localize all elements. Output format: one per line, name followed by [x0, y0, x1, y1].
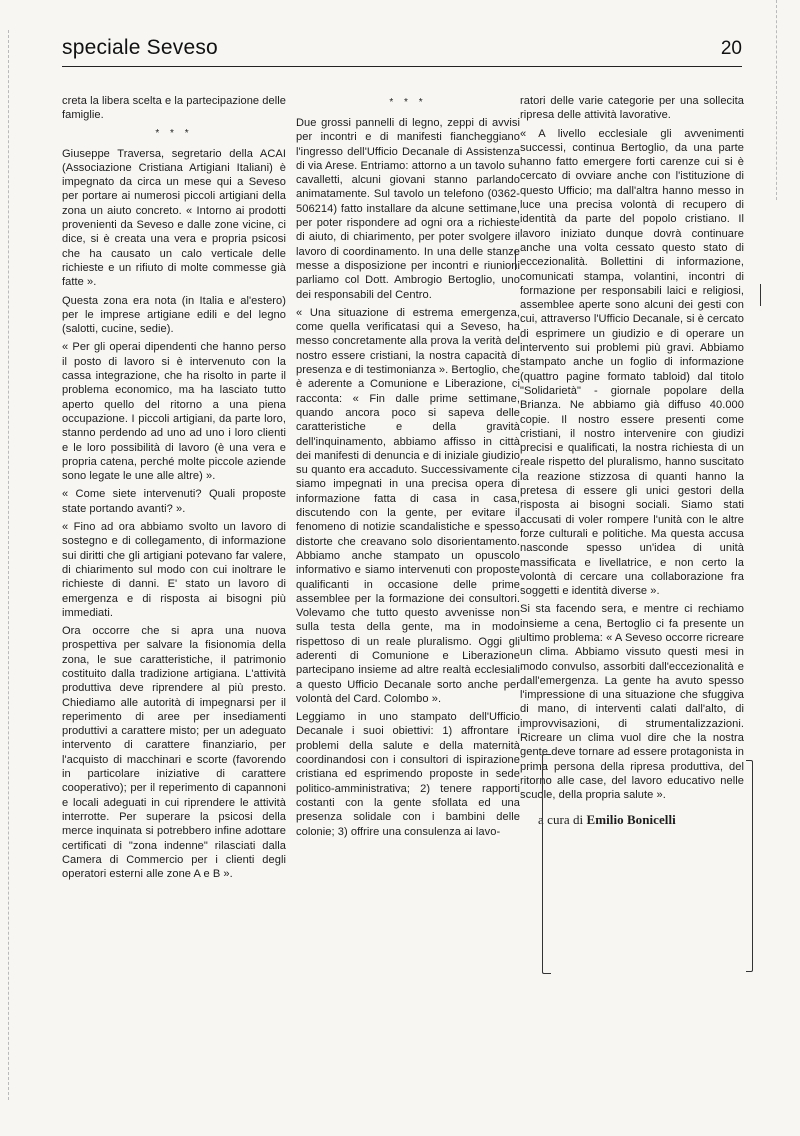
quote-bracket-right: [746, 760, 753, 972]
margin-mark: [515, 250, 516, 270]
article-paragraph: Giuseppe Traversa, segretario della ACAI (Associazione Cristiana Artigiani Italiani) è impegnato da circa un mese qui a Seveso per portare ai numerosi piccoli artigiani della zona un aiuto concreto. « Intorno ai prodotti provenienti da Seveso e dalle zone vicine, ci dice, si è creata una vera e propria psicosi che ha causato un calo verticale delle richieste e un rifiuto di molte commesse già fatte ».: [62, 147, 286, 289]
credit-name: Emilio Bonicelli: [586, 811, 676, 827]
article-column-2: [296, 94, 520, 843]
article-paragraph: Leggiamo in uno stampato dell'Ufficio Decanale i suoi obiettivi: 1) affrontare i problemi della salute e della maternità coordinandosi con i consultori di ispirazione cristiana ed esprimendo proposte in sede politico-amministrativa; 2) tenere rapporti costanti con la gente sfollata ed una presenza solidale con i bambini delle colonie; 3) offrire una consulenza ai lavo-: [296, 711, 520, 838]
article-paragraph: « Fino ad ora abbiamo svolto un lavoro di sostegno e di collegamento, di informazione sui diritti che gli artigiani potevano far valere, di chiarimento sul modo con cui inoltrare le richieste di danni. E' stato un lavoro di emergenza e di risposta ai bisogni più immediati.: [62, 521, 286, 619]
page-number: 20: [720, 38, 742, 59]
page-header: [62, 36, 742, 66]
quote-bracket-left: [542, 754, 551, 974]
article-paragraph: « Per gli operai dipendenti che hanno perso il posto di lavoro si è intervenuto con la cassa integrazione, che ha risolto in parte il problema economico, ma ha lasciato tutto aperto quello del ritorno a una piena occupazione. I piccoli artigiani, da parte loro, stanno perdendo ad uno ad uno i loro clienti e le loro possibilità di lavoro (è una vera e propria catena, perché molte piccole aziende sono legate le une alle altre) ».: [62, 341, 286, 483]
article-paragraph: Questa zona era nota (in Italia e al'estero) per le imprese artigiane edili e del legno (salotti, cucine, sedie).: [62, 294, 286, 336]
article-paragraph: « Una situazione di estrema emergenza, come quella verificatasi qui a Seveso, ha messo concretamente alla prova la verità del nostro essere cristiani, la nostra capacità di presenza e di testimonianza ». Bertoglio, che è aderente a Comunione e Liberazione, ci racconta: « Fin dalle prime settimane, quando ancora poco si sapeva delle caratteristiche e della gravità dell'inquinamento, abbiamo affisso in città dei manifesti di denuncia e di iniziale giudizio su quanto era accaduto. Successivamente ci siamo impegnati in una precisa opera di informazione fatta di casa in casa, discutendo con la gente, per evitare il fenomeno di notizie scandalistiche e spesso distorte che creavano solo disorientamento. Abbiamo anche stampato un opuscolo informativo e siamo intervenuti con proposte qualificanti in occasione delle prime assemblee per la formazione dei consultori. Volevamo che tutto questo avvenisse non sulla testa della gente, ma in modo rispettoso di un reale pluralismo. Oggi gli aderenti di Comunione e Liberazione partecipano insieme ad altre realtà ecclesiali a questo Ufficio Decanale sorto anche per volontà del Card. Colombo ».: [296, 306, 520, 705]
scan-edge: [8, 30, 9, 1100]
article-paragraph: Ora occorre che si apra una nuova prospettiva per salvare la fisionomia della zona, le sue caratteristiche, il patrimonio costituito dalla tradizione artigiana. L'attività produttiva deve riprendere al più presto. Chiediamo alle autorità di impegnarsi per il reperimento di aree per insediamenti produttivi a carattere misto; per un adeguato intervento di carattere finanziario, per l'acquisto di macchinari e scorte (favorendo in particolare iniziative di carattere cooperativo); per il reperimento di capannoni e locali adeguati in cui riprendere le attività interrotte. Per superare la psicosi della merce inquinata si potrebbero infine adottare certificati di "zona indenne" rilasciati dalla Camera di Commercio per i clienti degli operatori esterni alle zone A e B ».: [62, 625, 286, 881]
article-paragraph: creta la libera scelta e la partecipazione delle famiglie.: [62, 95, 286, 122]
article-column-1: [62, 94, 286, 885]
section-title: speciale Seveso: [62, 36, 218, 59]
credit-prefix: a cura di: [538, 811, 584, 827]
article-paragraph: ratori delle varie categorie per una sollecita ripresa delle attività lavorative.: [520, 95, 744, 122]
article-paragraph: Due grossi pannelli di legno, zeppi di avvisi per incontri e di manifesti fiancheggiano l'ingresso dell'Ufficio Decanale di Assistenza di via Arese. Entriamo: attorno a un tavolo su cavalletti, alcuni giovani stanno parlando animatamente. Sul tavolo un telefono (0362-506214) fatto installare da alcune settimane, per poter rispondere ad ogni ora a richieste di aiuto, di chiarimento, per poter svolgere il lavoro di coordinamento. In una delle stanze messe a disposizione per incontri e riunioni parliamo col Dott. Ambrogio Bertoglio, uno dei responsabili del Centro.: [296, 117, 520, 301]
article-column-3: [520, 94, 744, 827]
article-paragraph: « A livello ecclesiale gli avvenimenti successi, continua Bertoglio, da una parte hanno fatto emergere forti carenze cui si è cercato di ovviare anche con l'istituzione di questo Ufficio; ma dall'altra hanno messo in luce una precisa volontà di recupero di identità da parte del popolo cristiano. Il lavoro iniziato dunque dovrà continuare anche una volta cessato questo stato di eccezionalità. Bollettini di informazione, comunicati stampa, volantini, incontri di formazione per responsabili laici e religiosi, assemblee aperte sono alcuni dei gesti con cui, attraverso l'Ufficio Decanale, si è cercato di esprimere un giudizio e di operare un intervento sui problemi più gravi. Abbiamo stampato anche un foglio di informazione (quattro pagine formato tabloid) dal titolo "Solidarietà" - giornale popolare della Brianza. Ne abbiamo già diffuso 40.000 copie. Il nostro essere presenti come cristiani, il nostro intervenire con giudizi precisi e qualificati, la nostra richiesta di un reale rispetto del pluralismo, hanno suscitato la reazione stizzosa di quanti hanno la pretesa di essere gli unici gestori della risposta ai bisogni sociali. Siamo stati accusati di voler rompere l'unità con le altre forze culturali e politiche. Ma questa accusa nasconde spesso un'idea di unità massificata e livellatrice, e non certo la volontà di cercare una collaborazione fra soggetti e identità diverse ».: [520, 127, 744, 598]
author-credit: [520, 813, 744, 827]
section-separator: * * *: [389, 97, 427, 108]
header-rule: [62, 66, 742, 67]
section-separator: * * *: [155, 127, 193, 139]
article-paragraph: Si sta facendo sera, e mentre ci rechiamo insieme a cena, Bertoglio ci fa presente un ultimo problema: « A Seveso occorre ricreare un clima. Abbiamo vissuto questi mesi in modo convulso, assorbiti dall'eccezionalità e dall'emergenza. La gente ha avuto spesso l'impressione di una situazione che sfuggiva di mano, di interventi calati dall'alto, di improvvisazioni, di strumentalizzazioni. Ricreare un clima vuol dire che la nostra gente deve tornare ad essere protagonista in prima persona della ripresa produttiva, del ritorno alle case, del lavoro educativo nelle scuole, della propria salute ».: [520, 603, 744, 802]
margin-mark: [760, 284, 761, 306]
article-paragraph: « Come siete intervenuti? Quali proposte state portando avanti? ».: [62, 488, 286, 515]
scan-edge: [776, 0, 777, 200]
